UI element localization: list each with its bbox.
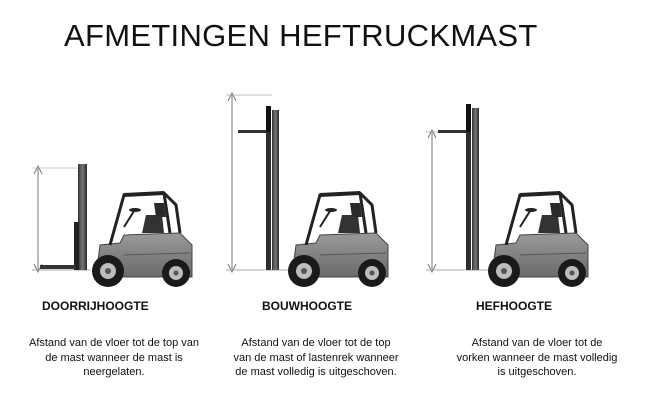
panel-description-doorrijhoogte: Afstand van de vloer tot de top van de mast wanneer de mast is neergelaten. bbox=[28, 337, 199, 378]
panel-description-bouwhoogte: Afstand van de vloer tot de top van de mast of lastenrek wanneer de mast volledig is uitgeschoven. bbox=[233, 337, 399, 378]
panel-heading-doorrijhoogte: DOORRIJHOOGTE bbox=[42, 299, 149, 313]
panel-description-hefhoogte: Afstand van de vloer tot de vorken wanneer de mast volledig is uitgeschoven. bbox=[456, 337, 618, 378]
panel-heading-hefhoogte: HEFHOOGTE bbox=[476, 299, 553, 313]
forklift-panel-1 bbox=[32, 164, 192, 287]
forklift-panel-3 bbox=[426, 104, 588, 287]
panel-heading-bouwhoogte: BOUWHOOGTE bbox=[262, 299, 352, 313]
diagram-title: AFMETINGEN HEFTRUCKMAST bbox=[64, 18, 538, 53]
forklift-panel-2 bbox=[226, 93, 388, 287]
